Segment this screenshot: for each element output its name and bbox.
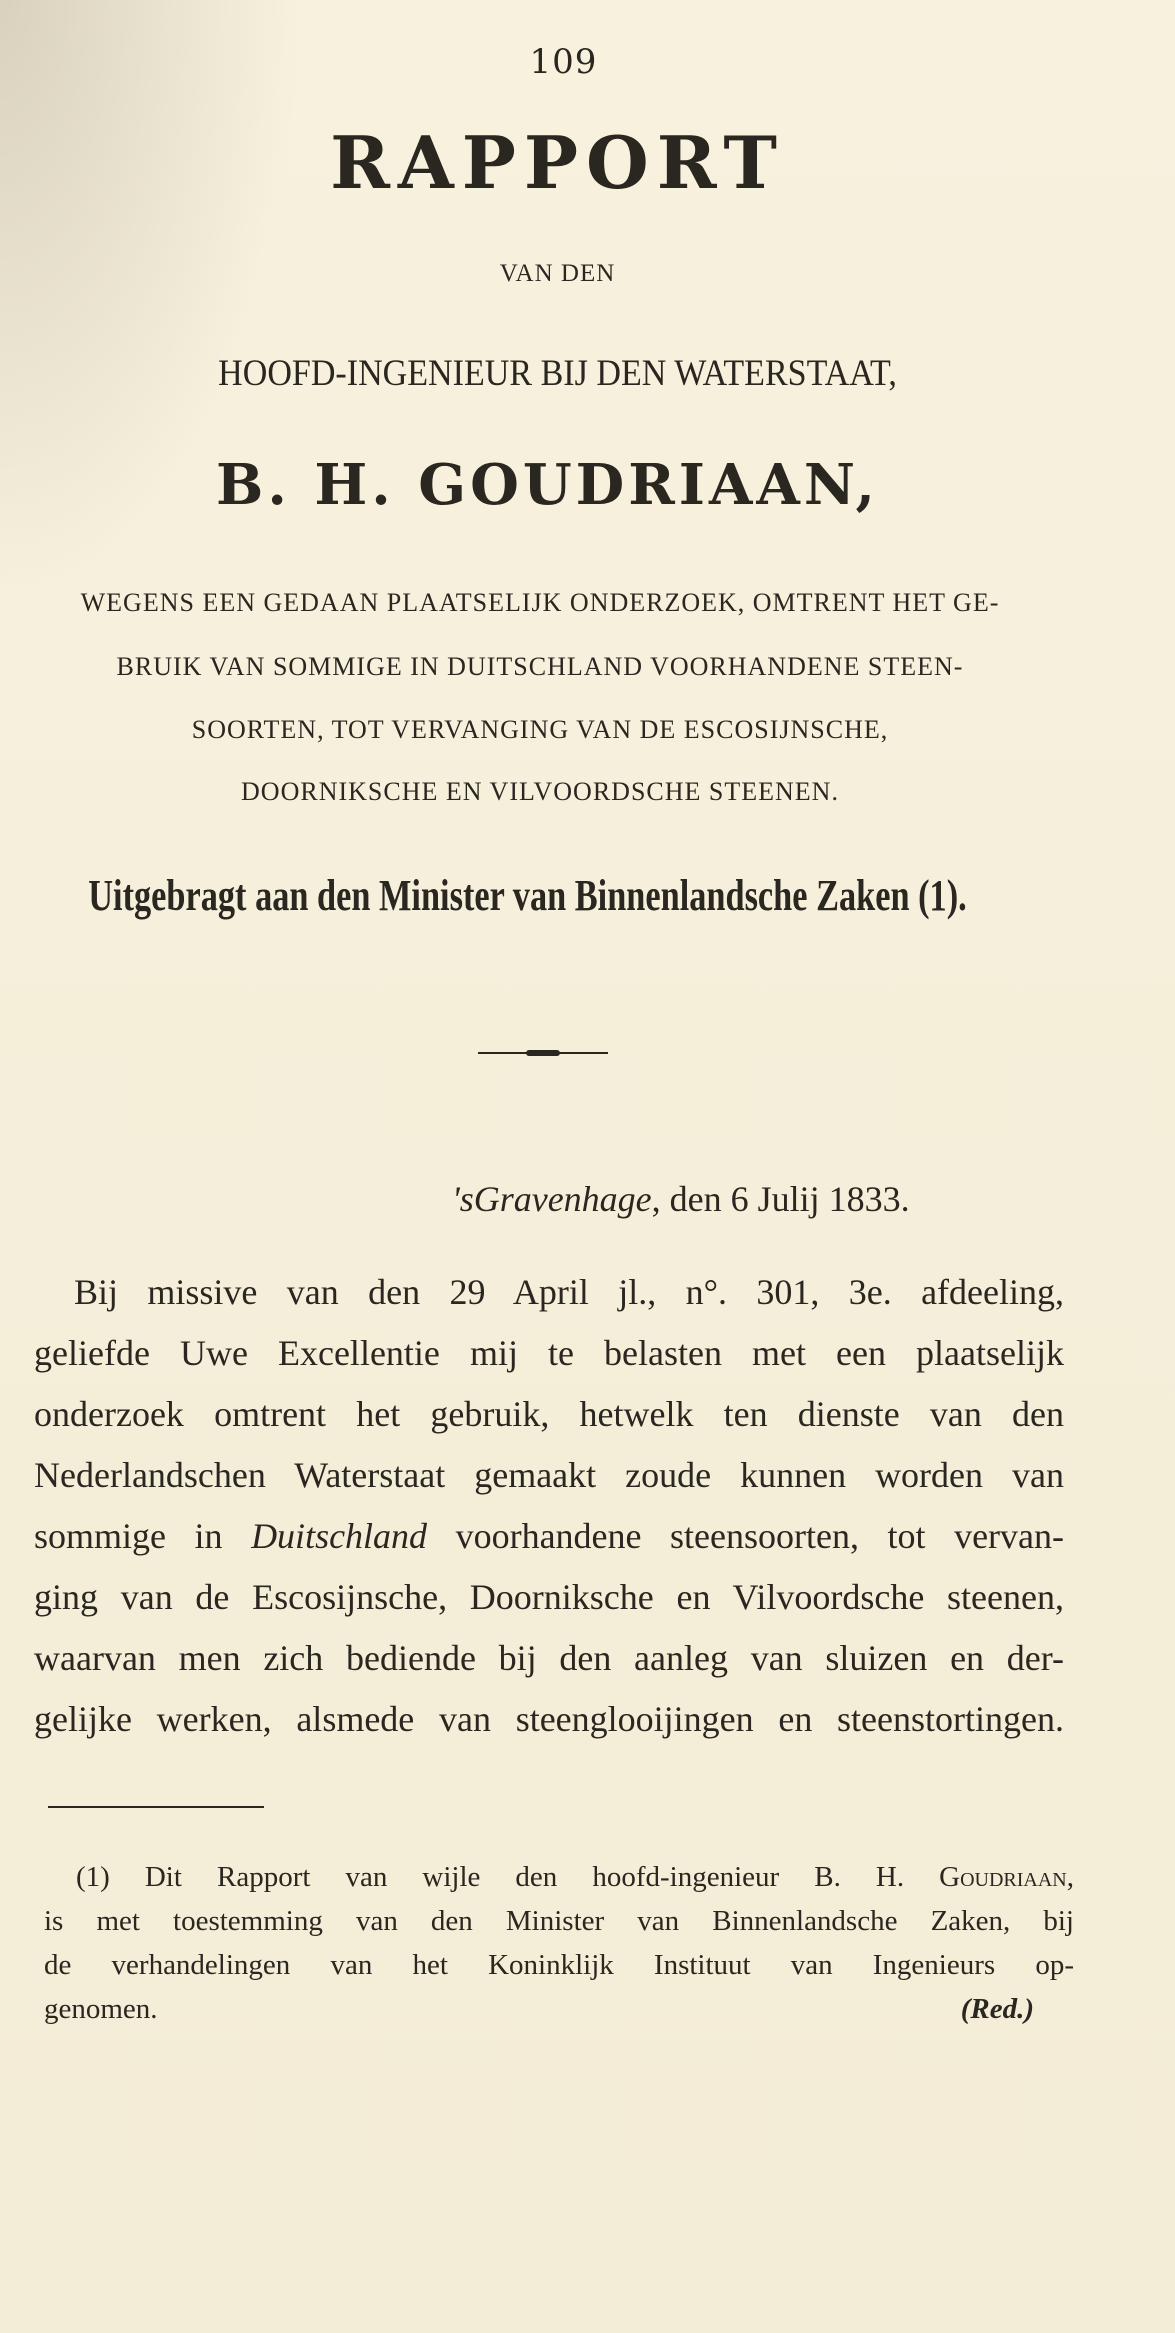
footnote-line-1-end: , [1066,1861,1074,1893]
presented-to-line: Uitgebragt aan den Minister van Binnenlandsche Zaken (1). [88,871,967,920]
ornament-divider [478,1050,608,1056]
footnote-author-name: Goudriaan [939,1861,1067,1893]
body-line-3: onderzoek omtrent het gebruik, hetwelk ten dienste van den [34,1394,1064,1434]
body-line-7: waarvan men zich bediende bij den aanleg van sluizen en der- [34,1638,1064,1678]
footnote-line-1-start: (1) Dit Rapport van wijle den hoofd-ingenieur B. H. [76,1861,940,1893]
body-line-4: Nederlandschen Waterstaat gemaakt zoude kunnen worden van [34,1455,1064,1495]
page-number: 109 [529,42,598,82]
body-line-8: gelijke werken, alsmede van steenglooijingen en steenstortingen. [34,1699,1064,1739]
footnote-line-4-text: genomen. [44,1993,158,2025]
document-title: RAPPORT [330,120,785,205]
dateline [452,1178,910,1220]
editor-mark: (Red.) [960,1993,1034,2025]
body-line-6: ging van de Escosijnsche, Doorniksche en Vilvoordsche steenen, [34,1577,1064,1617]
subject-line-3: SOORTEN, TOT VERVANGING VAN DE ESCOSIJNSCHE, [191,715,889,744]
subject-line-4: DOORNIKSCHE EN VILVOORDSCHE STEENEN. [241,777,839,806]
body-line-5-start: sommige in [34,1516,252,1556]
subtitle-line-2: HOOFD-INGENIEUR BIJ DEN WATERSTAAT, [218,353,897,394]
footnote-rule [48,1806,264,1808]
body-line-5-italic: Duitschland [251,1516,428,1556]
body-line-2: geliefde Uwe Excellentie mij te belasten met een plaatselijk [34,1333,1064,1373]
subject-line-2: BRUIK VAN SOMMIGE IN DUITSCHLAND VOORHANDENE STEEN- [116,652,964,681]
body-line-5 [34,1506,1064,1567]
author-name: B. H. GOUDRIAAN, [216,452,879,518]
subject-line-1: WEGENS EEN GEDAAN PLAATSELIJK ONDERZOEK, OMTRENT HET GE- [80,588,1000,617]
footnote-line-2: is met toestemming van den Minister van Binnenlandsche Zaken, bij [44,1905,1074,1937]
body-line-5-end: voorhandene steensoorten, tot vervan- [427,1516,1064,1556]
ornament-knot [526,1050,560,1056]
subtitle-line-1: VAN DEN [499,260,616,287]
body-line-1: Bij missive van den 29 April jl., n°. 301, 3e. afdeeling, [74,1272,1064,1312]
dateline-place: 'sGravenhage [452,1179,652,1219]
dateline-date: , den 6 Julij 1833. [651,1179,910,1219]
footnote-line-3: de verhandelingen van het Koninklijk Instituut van Ingenieurs op- [44,1949,1074,1981]
footnote-line-1 [76,1855,1074,1899]
footnote-line-4 [44,1987,1074,2031]
